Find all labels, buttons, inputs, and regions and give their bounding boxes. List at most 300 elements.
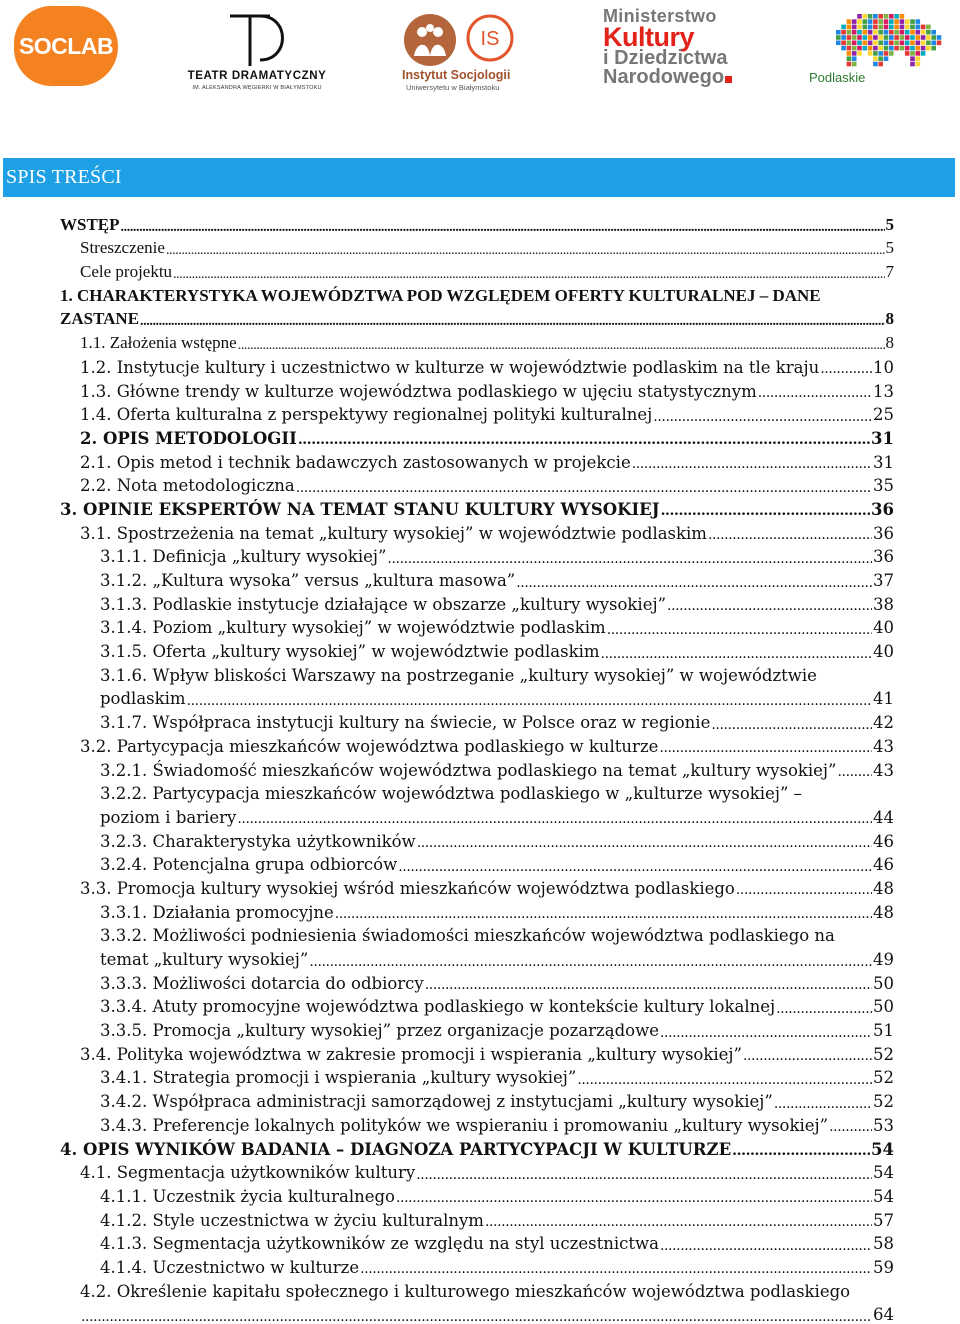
ministerstwo-line-2: Kultury <box>603 21 694 52</box>
bison-pixel <box>868 35 873 40</box>
toc-leader-dots <box>485 1213 872 1230</box>
bison-pixel <box>852 62 857 67</box>
svg-text:IS: IS <box>480 28 500 50</box>
bison-pixel <box>926 46 931 51</box>
bison-pixel <box>873 62 878 67</box>
bison-pixel <box>847 19 852 24</box>
toc-leader-dots <box>632 455 872 472</box>
bison-pixel <box>884 14 889 19</box>
bison-pixel <box>873 30 878 35</box>
bison-pixel <box>884 35 889 40</box>
toc-leader-dots <box>398 858 872 875</box>
bison-pixel <box>921 25 926 30</box>
bison-pixel <box>910 46 915 51</box>
bison-pixel <box>873 19 878 24</box>
bison-pixel <box>841 46 846 51</box>
toc-leader-dots <box>238 335 885 353</box>
toc-entry-page: 40 <box>873 618 894 638</box>
bison-pixel <box>921 46 926 51</box>
toc-entry-page: 35 <box>873 476 894 496</box>
toc-entry[interactable] <box>60 1301 894 1324</box>
toc-entry-title: 3.1.5. Oferta „kultury wysokiej” w województwie podlaskim <box>100 642 600 662</box>
toc-entry-title: 3.4. Polityka województwa w zakresie promocji i wspierania „kultury wysokiej” <box>80 1044 742 1064</box>
toc-entry-page: 64 <box>873 1305 894 1324</box>
bison-pixel <box>873 35 878 40</box>
toc-leader-dots <box>601 645 872 662</box>
toc-entry-title: 1.1. Założenia wstępne <box>80 333 237 353</box>
soclab-logo-text: SOCLAB <box>18 33 114 59</box>
instytut-university: Uniwersytetu w Białymstoku <box>406 83 500 92</box>
toc-entry[interactable] <box>60 661 894 685</box>
bison-pixel <box>863 30 868 35</box>
bison-pixel <box>852 30 857 35</box>
toc-leader-dots <box>237 810 872 827</box>
toc-entry-title: 3.1.1. Definicja „kultury wysokiej” <box>100 547 387 567</box>
bison-pixel <box>916 35 921 40</box>
bison-pixel <box>878 51 883 56</box>
bison-pixel <box>847 30 852 35</box>
toc-entry-title: 3.2. Partycypacja mieszkańców województwa podlaskiego w kulturze <box>80 736 659 756</box>
bison-pixel <box>868 46 873 51</box>
toc-entry[interactable] <box>60 637 894 661</box>
bison-pixel <box>889 14 894 19</box>
bison-pixel <box>868 51 873 56</box>
toc-entry-title: 3.2.4. Potencjalna grupa odbiorców <box>100 855 398 875</box>
bison-pixel <box>878 30 883 35</box>
toc-leader-dots <box>758 384 872 401</box>
toc-entry[interactable] <box>60 1159 894 1183</box>
toc-entry-page: 53 <box>873 1115 894 1135</box>
bison-pixel <box>878 35 883 40</box>
toc-heading-bar <box>3 158 955 197</box>
bison-pixel <box>889 46 894 51</box>
toc-leader-dots <box>607 621 872 638</box>
toc-entry[interactable] <box>60 827 894 851</box>
toc-leader-dots <box>660 1024 872 1041</box>
toc-entry-title: ZASTANE <box>60 309 140 329</box>
toc-leader-dots <box>653 408 872 425</box>
toc-entry[interactable] <box>60 1182 894 1206</box>
toc-entry-page: 50 <box>873 997 894 1017</box>
toc-entry-title: 2. OPIS METODOLOGII <box>80 428 297 448</box>
podlaskie-bison-icon <box>806 10 944 70</box>
toc-entry-page: 41 <box>873 689 894 709</box>
toc-leader-dots <box>416 1166 872 1183</box>
bison-pixel <box>857 51 862 56</box>
toc-entry-page: 58 <box>873 1234 894 1254</box>
logo-strip <box>0 0 960 110</box>
toc-entry-page: 49 <box>873 950 894 969</box>
bison-pixel <box>868 30 873 35</box>
toc-entry[interactable] <box>60 1277 894 1301</box>
bison-pixel <box>857 35 862 40</box>
ministerstwo-dot-icon <box>725 76 732 83</box>
toc-leader-dots <box>296 479 872 496</box>
bison-pixel <box>873 41 878 46</box>
toc-entry[interactable] <box>60 756 894 780</box>
toc-entry[interactable] <box>60 898 894 922</box>
bison-pixel <box>894 30 899 35</box>
bison-pixel <box>916 25 921 30</box>
toc-leader-dots <box>417 834 872 851</box>
bison-pixel <box>900 35 905 40</box>
toc-leader-dots <box>774 1095 872 1112</box>
toc-entry[interactable] <box>60 1064 894 1088</box>
bison-pixel <box>889 19 894 24</box>
toc-entry-page: 36 <box>871 499 894 519</box>
toc-entry-page: 54 <box>873 1186 894 1206</box>
bison-pixel <box>916 46 921 51</box>
toc-entry-title: 4.1.3. Segmentacja użytkowników ze względu na styl uczestnictwa <box>100 1234 659 1254</box>
toc-entry-page: 8 <box>885 333 894 353</box>
toc-entry-page: 54 <box>871 1139 894 1159</box>
toc-entry-page: 52 <box>873 1068 894 1088</box>
toc-entry[interactable] <box>60 377 894 401</box>
toc-entry-page: 13 <box>873 381 894 401</box>
bison-pixel <box>926 35 931 40</box>
bison-pixel <box>889 25 894 30</box>
bison-pixel <box>847 41 852 46</box>
toc-entry-title: 3.3.4. Atuty promocyjne województwa podlaskiego w kontekście kultury lokalnej <box>100 997 776 1017</box>
ministerstwo-line-4: Narodowego <box>603 65 725 88</box>
toc-leader-dots <box>661 502 870 519</box>
bison-pixel <box>857 46 862 51</box>
toc-entry[interactable] <box>60 708 894 732</box>
toc-entry-page: 36 <box>873 523 894 543</box>
bison-pixel <box>857 30 862 35</box>
soclab-logo <box>14 6 118 86</box>
bison-pixel <box>905 51 910 56</box>
bison-pixel <box>926 30 931 35</box>
bison-pixel <box>884 30 889 35</box>
bison-pixel <box>878 14 883 19</box>
toc-entry[interactable] <box>60 1230 894 1254</box>
toc-entry[interactable] <box>60 543 894 567</box>
toc-entry-page: 10 <box>873 357 894 377</box>
toc-entry-title: 1.3. Główne trendy w kulturze województwa podlaskiego w ujęciu statystycznym <box>80 381 757 401</box>
toc-entry-title: 3.3.2. Możliwości podniesienia świadomości mieszkańców województwa podlaskiego na <box>100 926 835 946</box>
bison-pixel <box>868 14 873 19</box>
bison-pixel <box>884 51 889 56</box>
toc-leader-dots <box>743 1047 872 1064</box>
ministerstwo-line-1: Ministerstwo <box>603 6 717 26</box>
toc-entry[interactable] <box>60 282 894 306</box>
bison-pixel <box>900 46 905 51</box>
toc-entry-title: 1.2. Instytucje kultury i uczestnictwo w kulturze w województwie podlaskim na tle kraju <box>80 357 820 377</box>
toc-leader-dots <box>360 1260 872 1277</box>
toc-entry-title: 3.4.2. Współpraca administracji samorządowej z instytucjami „kultury wysokiej” <box>100 1092 773 1112</box>
toc-leader-dots <box>577 1071 872 1088</box>
toc-entry[interactable] <box>60 258 894 282</box>
toc-entry-page: 5 <box>885 214 894 234</box>
toc-entry-page: 38 <box>873 594 894 614</box>
bison-pixel <box>873 46 878 51</box>
toc-entry[interactable] <box>60 1111 894 1135</box>
bison-pixel <box>921 30 926 35</box>
toc-leader-dots <box>335 905 872 922</box>
toc-leader-dots <box>516 574 872 591</box>
toc-leader-dots <box>732 1142 870 1159</box>
bison-pixel <box>910 25 915 30</box>
bison-pixel <box>847 46 852 51</box>
toc-entry[interactable] <box>60 874 894 898</box>
toc-leader-dots <box>309 953 872 970</box>
toc-entry-title: 3.3.1. Działania promocyjne <box>100 902 334 922</box>
toc-entry[interactable] <box>60 851 894 875</box>
toc-entry[interactable] <box>60 1253 894 1277</box>
toc-leader-dots <box>776 1000 872 1017</box>
bison-pixel <box>836 30 841 35</box>
toc-entry[interactable] <box>60 969 894 993</box>
toc-entry-page: 46 <box>873 831 894 851</box>
toc-entry[interactable] <box>60 424 894 448</box>
bison-pixel <box>863 19 868 24</box>
bison-pixel <box>905 35 910 40</box>
bison-pixel <box>852 35 857 40</box>
bison-pixel <box>847 62 852 67</box>
toc-entry-page: 25 <box>873 405 894 425</box>
toc-entry-page: 57 <box>873 1210 894 1230</box>
bison-pixel <box>852 41 857 46</box>
instytut-name: Instytut Socjologii <box>402 68 511 82</box>
bison-pixel <box>873 56 878 61</box>
toc-entry[interactable] <box>60 519 894 543</box>
toc-entry-page: 46 <box>873 855 894 875</box>
toc-entry[interactable] <box>60 472 894 496</box>
bison-pixel <box>910 62 915 67</box>
bison-pixel <box>878 56 883 61</box>
bison-pixel <box>836 35 841 40</box>
toc-entry-title: 3.3.3. Możliwości dotarcia do odbiorcy <box>100 973 424 993</box>
toc-entry[interactable] <box>60 235 894 259</box>
bison-pixel <box>868 25 873 30</box>
toc-leader-dots <box>387 550 872 567</box>
bison-pixel <box>884 25 889 30</box>
bison-pixel <box>878 46 883 51</box>
toc-entry-title: 2.1. Opis metod i technik badawczych zastosowanych w projekcie <box>80 452 631 472</box>
toc-entry[interactable] <box>60 732 894 756</box>
toc-entry-title: 3.2.1. Świadomość mieszkańców województwa podlaskiego na temat „kultury wysokiej” <box>100 760 837 780</box>
bison-pixel <box>873 14 878 19</box>
bison-pixel <box>852 25 857 30</box>
toc-entry[interactable] <box>60 401 894 425</box>
bison-pixel <box>873 51 878 56</box>
bison-pixel <box>884 46 889 51</box>
toc-entry-title: 3.4.1. Strategia promocji i wspierania „kultury wysokiej” <box>100 1068 577 1088</box>
toc-entry[interactable] <box>60 590 894 614</box>
toc-entry-title: 3.1.4. Poziom „kultury wysokiej” w województwie podlaskim <box>100 618 606 638</box>
bison-pixel <box>863 41 868 46</box>
toc-entry[interactable] <box>60 211 894 235</box>
toc-entry-page: 5 <box>885 238 894 258</box>
toc-entry[interactable] <box>60 495 894 519</box>
toc-entry-page: 52 <box>873 1092 894 1112</box>
bison-pixel <box>926 25 931 30</box>
bison-pixel <box>910 41 915 46</box>
bison-pixel <box>857 14 862 19</box>
bison-pixel <box>910 30 915 35</box>
toc-entry[interactable] <box>60 353 894 377</box>
toc-entry-title: 4.2. Określenie kapitału społecznego i kulturowego mieszkańców województwa podlaskiego <box>80 1281 851 1301</box>
toc-entry-page: 51 <box>873 1021 894 1041</box>
bison-pixel <box>841 35 846 40</box>
toc-entry-title: 3.3.5. Promocja „kultury wysokiej” przez organizacje pozarządowe <box>100 1021 659 1041</box>
toc-leader-dots <box>708 526 872 543</box>
bison-pixel <box>900 30 905 35</box>
bison-pixel <box>900 25 905 30</box>
bison-pixel <box>900 14 905 19</box>
toc-leader-dots <box>425 976 872 993</box>
bison-pixel <box>868 41 873 46</box>
toc-entry-title: podlaskim <box>100 689 186 709</box>
toc-entry[interactable] <box>60 993 894 1017</box>
toc-entry[interactable] <box>60 1016 894 1040</box>
bison-pixel <box>889 30 894 35</box>
bison-pixel <box>868 19 873 24</box>
bison-pixel <box>905 46 910 51</box>
bison-pixel <box>931 46 936 51</box>
podlaskie-logo <box>806 10 944 90</box>
bison-pixel <box>894 19 899 24</box>
toc-entry[interactable] <box>60 329 894 353</box>
bison-pixel <box>889 51 894 56</box>
toc-entry-title: Streszczenie <box>80 238 165 258</box>
toc-entry-title: 3. OPINIE EKSPERTÓW NA TEMAT STANU KULTURY WYSOKIEJ <box>60 499 660 519</box>
bison-pixel <box>847 56 852 61</box>
bison-pixel <box>894 41 899 46</box>
toc-entry[interactable] <box>60 1040 894 1064</box>
toc-entry-page: 44 <box>873 807 894 827</box>
toc-entry-title: 4.1.1. Uczestnik życia kulturalnego <box>100 1186 395 1206</box>
toc-entry-page: 43 <box>873 760 894 780</box>
bison-pixel <box>921 41 926 46</box>
toc-entry[interactable] <box>60 614 894 638</box>
toc-entry-page: 31 <box>871 428 894 448</box>
toc-entry[interactable] <box>60 945 894 969</box>
bison-pixel <box>857 25 862 30</box>
bison-pixel <box>894 25 899 30</box>
toc-entry-title: 3.2.3. Charakterystyka użytkowników <box>100 831 416 851</box>
toc-entry-title: 3.1.2. „Kultura wysoka” versus „kultura masowa” <box>100 571 516 590</box>
toc-entry-page: 31 <box>873 452 894 472</box>
bison-pixel <box>931 35 936 40</box>
bison-pixel <box>905 30 910 35</box>
toc-leader-dots <box>140 311 884 329</box>
toc-entry-title: 3.1.3. Podlaskie instytucje działające w obszarze „kultury wysokiej” <box>100 594 667 614</box>
toc-entry-title: 3.1.7. Współpraca instytucji kultury na świecie, w Polsce oraz w regionie <box>100 713 711 733</box>
teatr-dramatyczny-logo <box>178 10 336 94</box>
bison-pixel <box>921 51 926 56</box>
toc-entry-page: 40 <box>873 642 894 662</box>
toc-entry-title: 2.2. Nota metodologiczna <box>80 476 295 496</box>
bison-pixel <box>900 19 905 24</box>
toc-entry[interactable] <box>60 1087 894 1111</box>
bison-pixel <box>926 41 931 46</box>
bison-pixel <box>836 41 841 46</box>
teatr-subtitle: IM. ALEKSANDRA WĘGIERKI W BIAŁYMSTOKU <box>192 85 322 91</box>
bison-pixel <box>847 25 852 30</box>
bison-pixel <box>878 41 883 46</box>
toc-entry[interactable] <box>60 922 894 946</box>
toc-leader-dots <box>711 716 872 733</box>
toc-entry[interactable] <box>60 685 894 709</box>
toc-entry-page: 36 <box>873 547 894 567</box>
toc-entry[interactable] <box>60 566 894 590</box>
toc-entry-title: 3.3. Promocja kultury wysokiej wśród mieszkańców województwa podlaskiego <box>80 878 735 898</box>
bison-pixel <box>852 46 857 51</box>
bison-pixel <box>916 51 921 56</box>
bison-pixel <box>873 25 878 30</box>
toc-heading: SPIS TREŚCI <box>6 166 122 188</box>
toc-entry-page: 43 <box>873 736 894 756</box>
toc-entry-title: 3.1.6. Wpływ bliskości Warszawy na postrzeganie „kultury wysokiej” w województwie <box>100 665 817 685</box>
bison-pixel <box>916 62 921 67</box>
toc-entry[interactable] <box>60 1206 894 1230</box>
bison-pixel <box>916 56 921 61</box>
toc-leader-dots <box>660 1237 872 1254</box>
bison-pixel <box>905 41 910 46</box>
bison-pixel <box>910 19 915 24</box>
toc-entry-title: 3.4.3. Preferencje lokalnych polityków we wspieraniu i promowaniu „kultury wysokiej” <box>100 1115 829 1135</box>
toc-entry[interactable] <box>60 780 894 804</box>
table-of-contents <box>60 211 894 1324</box>
toc-entry-page: 8 <box>885 309 894 329</box>
toc-entry[interactable] <box>60 1135 894 1159</box>
toc-entry[interactable] <box>60 448 894 472</box>
bison-pixel <box>905 19 910 24</box>
toc-entry-title: 1. CHARAKTERYSTYKA WOJEWÓDZTWA POD WZGLĘDEM OFERTY KULTURALNEJ – DANE <box>60 285 821 305</box>
toc-leader-dots <box>829 1118 872 1135</box>
toc-entry-page: 59 <box>873 1257 894 1277</box>
toc-entry-page: 37 <box>873 571 894 590</box>
bison-pixel <box>900 41 905 46</box>
instytut-people-icon <box>400 12 530 68</box>
bison-pixel <box>878 25 883 30</box>
toc-entry-title: poziom i bariery <box>100 807 237 827</box>
bison-pixel <box>884 41 889 46</box>
toc-leader-dots <box>667 597 872 614</box>
toc-entry-title: 4. OPIS WYNIKÓW BADANIA – DIAGNOZA PARTYCYPACJI W KULTURZE <box>60 1139 732 1159</box>
toc-leader-dots <box>396 1189 872 1206</box>
bison-pixel <box>857 19 862 24</box>
bison-pixel <box>863 14 868 19</box>
bison-pixel <box>894 35 899 40</box>
toc-leader-dots <box>121 217 885 235</box>
instytut-socjologii-logo <box>400 12 530 98</box>
ministerstwo-logo <box>603 8 763 98</box>
bison-pixel <box>863 25 868 30</box>
bison-pixel <box>847 35 852 40</box>
bison-pixel <box>910 56 915 61</box>
toc-entry[interactable] <box>60 803 894 827</box>
bison-pixel <box>863 46 868 51</box>
toc-entry-title: 4.1.2. Style uczestnictwa w życiu kulturalnym <box>100 1210 484 1230</box>
toc-entry-page: 48 <box>873 902 894 922</box>
bison-pixel <box>852 51 857 56</box>
bison-pixel <box>841 41 846 46</box>
bison-pixel <box>878 62 883 67</box>
bison-pixel <box>916 30 921 35</box>
toc-entry-title: 4.1. Segmentacja użytkowników kultury <box>80 1163 416 1183</box>
toc-entry-title: 1.4. Oferta kulturalna z perspektywy regionalnej polityki kulturalnej <box>80 405 653 425</box>
bison-pixel <box>847 51 852 56</box>
toc-entry-title: 3.2.2. Partycypacja mieszkańców województwa podlaskiego w „kulturze wysokiej” – <box>100 784 802 804</box>
toc-leader-dots <box>298 431 870 448</box>
toc-entry[interactable] <box>60 306 894 330</box>
bison-pixel <box>852 56 857 61</box>
bison-pixel <box>878 19 883 24</box>
bison-pixel <box>937 35 942 40</box>
